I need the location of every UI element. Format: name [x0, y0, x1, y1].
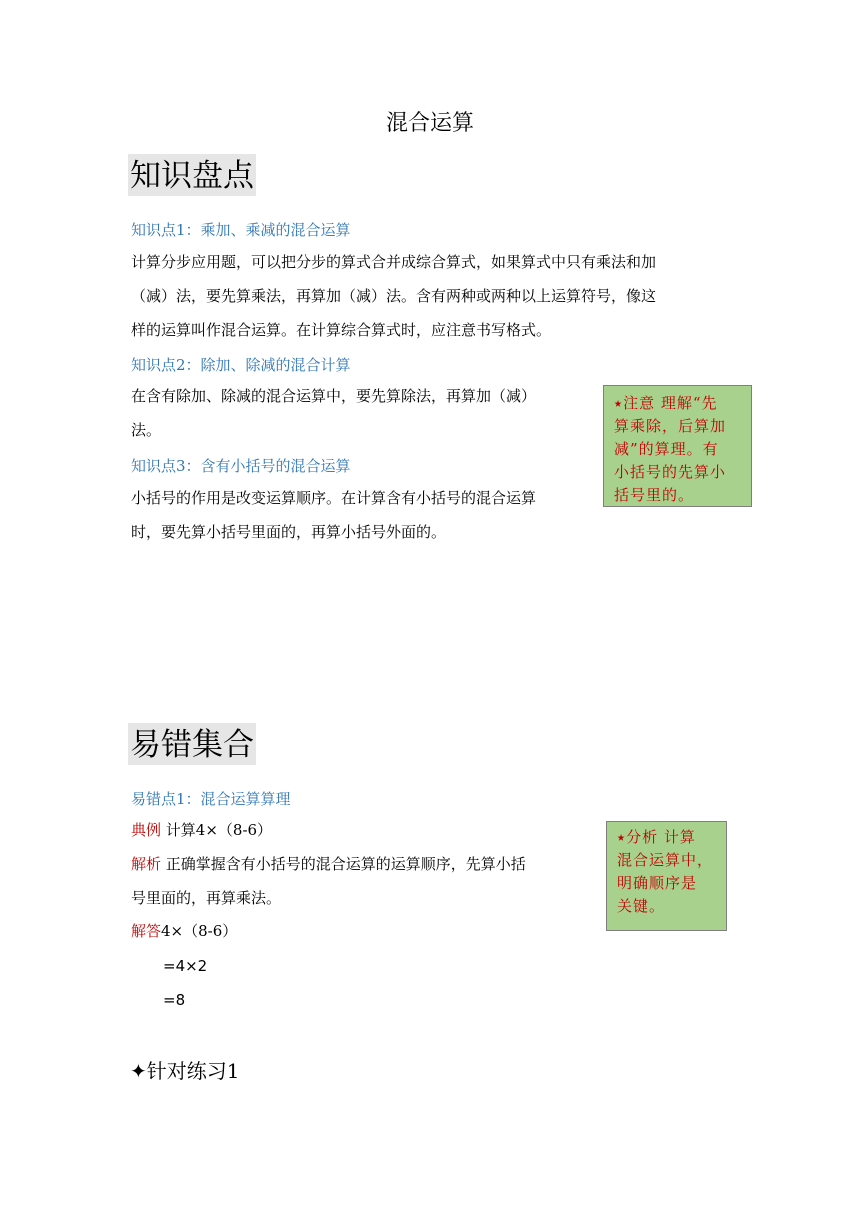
answer-tag: 解答 — [131, 922, 162, 940]
answer-line — [131, 914, 237, 948]
knowledge-point-1-label: 知识点1：乘加、乘减的混合运算 — [131, 221, 351, 239]
analysis-line: 号里面的，再算乘法。 — [131, 889, 282, 907]
practice-heading: ✦针对练习1 — [130, 1059, 240, 1083]
note-line: ⭑注意 理解“先 — [614, 394, 718, 412]
example-tag: 典例 — [131, 821, 162, 839]
note-box-analysis — [606, 821, 727, 931]
text-line: 计算分步应用题，可以把分步的算式合并成综合算式，如果算式中只有乘法和加 — [131, 253, 657, 271]
page-title: 混合运算 — [385, 111, 474, 136]
text-line: 在含有除加、除减的混合运算中，要先算除法，再算加（减） — [131, 387, 537, 405]
note-box-attention — [603, 385, 752, 507]
note-line: 小括号的先算小 — [614, 463, 727, 481]
analysis-block — [131, 847, 526, 915]
text-line: 样的运算叫作混合运算。在计算综合算式时，应注意书写格式。 — [131, 321, 552, 339]
note-line: 括号里的。 — [614, 486, 695, 504]
text-line: 小括号的作用是改变运算顺序。在计算含有小括号的混合运算 — [131, 489, 537, 507]
note-line: 关键。 — [617, 897, 666, 915]
section-heading-knowledge: 知识盘点 — [128, 154, 256, 196]
note-line: 明确顺序是 — [617, 874, 698, 892]
answer-step: 4×（8-6） — [161, 922, 238, 940]
knowledge-point-3-label: 知识点3：含有小括号的混合运算 — [131, 457, 351, 475]
knowledge-point-2-text — [131, 379, 536, 447]
mistake-point-1-label: 易错点1：混合运算算理 — [131, 790, 291, 808]
analysis-line: 正确掌握含有小括号的混合运算的运算顺序，先算小括 — [161, 855, 526, 873]
note-line: 混合运算中， — [617, 851, 714, 869]
section-heading-mistakes: 易错集合 — [128, 723, 256, 765]
knowledge-point-3-text — [131, 481, 536, 549]
text-line: （减）法，要先算乘法，再算加（减）法。含有两种或两种以上运算符号，像这 — [131, 287, 657, 305]
analysis-tag: 解析 — [131, 855, 162, 873]
note-line: 算乘除，后算加 — [614, 417, 727, 435]
text-line: 法。 — [131, 421, 162, 439]
knowledge-point-2-label: 知识点2：除加、除减的混合计算 — [131, 356, 351, 374]
answer-step: =8 — [163, 991, 186, 1009]
note-line: ⭑分析 计算 — [617, 828, 696, 846]
example-text: 计算4×（8-6） — [161, 821, 273, 839]
answer-step: =4×2 — [163, 957, 208, 975]
knowledge-point-1-text — [131, 245, 656, 347]
example-line — [131, 813, 272, 847]
note-line: 减”的算理。有 — [614, 440, 719, 458]
text-line: 时，要先算小括号里面的，再算小括号外面的。 — [131, 523, 447, 541]
